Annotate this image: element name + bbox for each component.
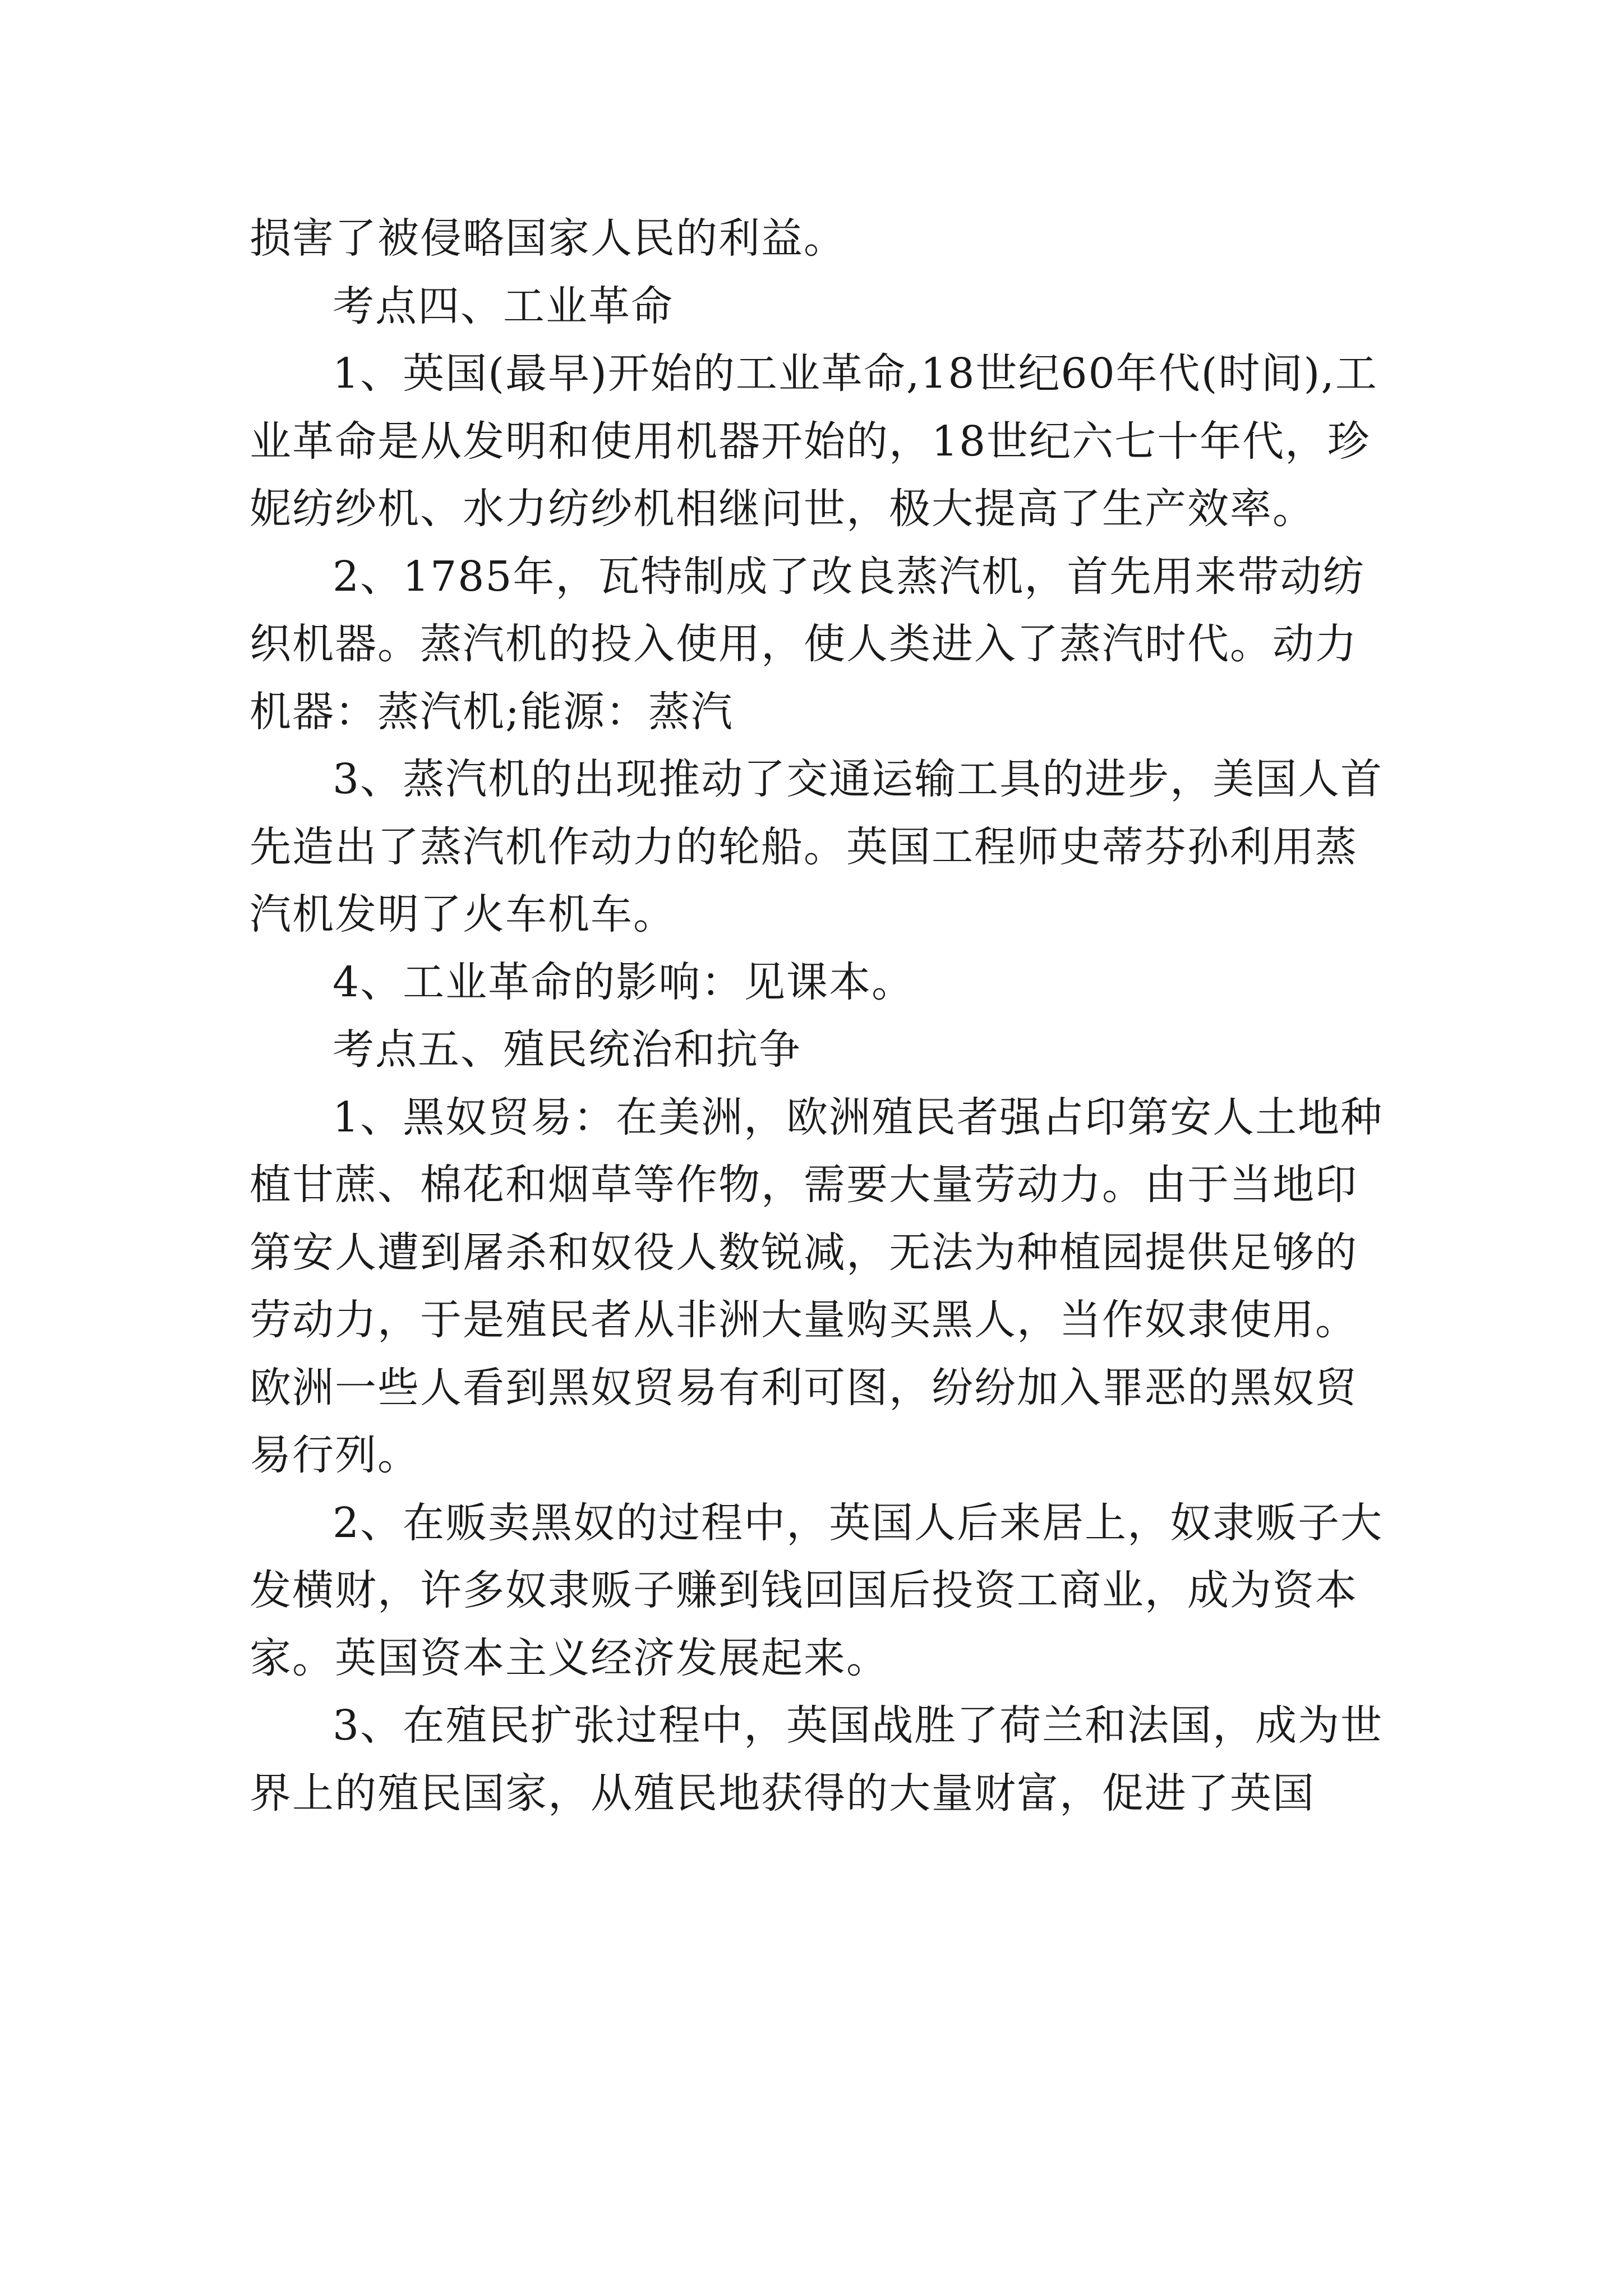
paragraph-industrial-revolution-1: 1、英国(最早)开始的工业革命,18世纪60年代(时间),工业革命是从发明和使用机器开始的，18世纪六七十年代，珍妮纺纱机、水力纺纱机相继问世，极大提高了生产效率。 (250, 349, 1378, 533)
paragraph-continuation: 损害了被侵略国家人民的利益。 (250, 214, 846, 263)
paragraph-industrial-revolution-4: 4、工业革命的影响：见课本。 (333, 958, 915, 1006)
document-body (250, 205, 1394, 1827)
section-heading-5: 考点五、殖民统治和抗争 (333, 1025, 801, 1074)
paragraph-industrial-revolution-2: 2、1785年，瓦特制成了改良蒸汽机，首先用来带动纺织机器。蒸汽机的投入使用，使人类进入了蒸汽时代。动力机器：蒸汽机;能源：蒸汽 (250, 552, 1366, 736)
paragraph-colonial-2: 2、在贩卖黑奴的过程中，英国人后来居上，奴隶贩子大发横财，许多奴隶贩子赚到钱回国后投资工商业，成为资本家。英国资本主义经济发展起来。 (250, 1498, 1384, 1682)
section-heading-4: 考点四、工业革命 (333, 282, 674, 330)
paragraph-colonial-3: 3、在殖民扩张过程中，英国战胜了荷兰和法国，成为世界上的殖民国家，从殖民地获得的大量财富，促进了英国 (250, 1701, 1384, 1818)
paragraph-colonial-1: 1、黑奴贸易：在美洲，欧洲殖民者强占印第安人土地种植甘蔗、棉花和烟草等作物，需要大量劳动力。由于当地印第安人遭到屠杀和奴役人数锐减，无法为种植园提供足够的劳动力，于是殖民者从非洲大量购买黑人，当作奴隶使用。欧洲一些人看到黑奴贸易有利可图，纷纷加入罪恶的黑奴贸易行列。 (250, 1093, 1384, 1479)
paragraph-industrial-revolution-3: 3、蒸汽机的出现推动了交通运输工具的进步，美国人首先造出了蒸汽机作动力的轮船。英国工程师史蒂芬孙利用蒸汽机发明了火车机车。 (250, 755, 1384, 938)
